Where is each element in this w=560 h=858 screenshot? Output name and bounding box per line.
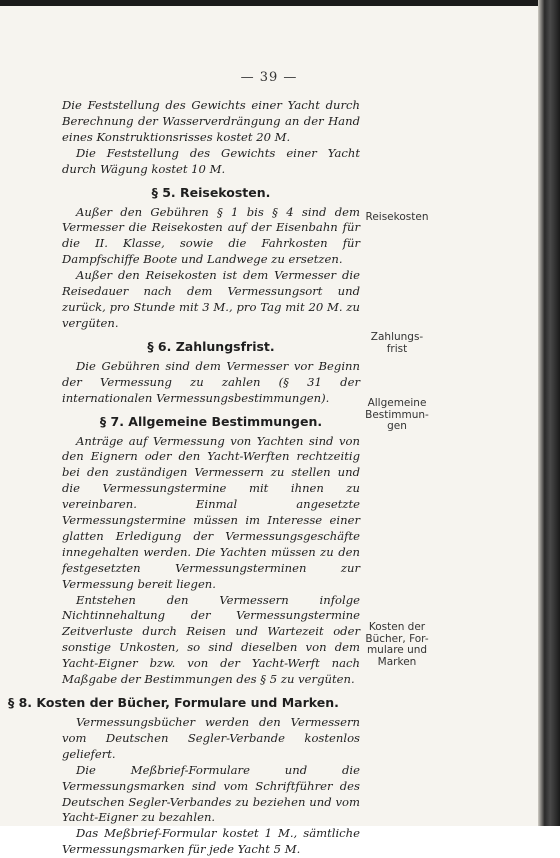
paragraph-5-1: Außer den Gebühren § 1 bis § 4 sind dem Vermesser die Reisekosten auf der Eisenbahn für die II. Klasse, sowie die Fahrkosten für Dampfschiffe Boote und Landwege zu ersetzen. <box>62 204 360 267</box>
section-heading-8: § 8. Kosten der Bücher, Formulare und Marken. <box>8 695 339 710</box>
scan-top-edge <box>0 0 538 6</box>
paragraph-7-1: Anträge auf Vermessung von Yachten sind von den Eignern oder den Yacht-Werften rechtzeitig bei den zuständigen Vermessern zu stellen und die Vermessungstermine mit ihnen zu vereinbaren. Einmal angesetzte Vermessungstermine müssen im Interesse einer glatten Erledigung der Vermessungsgeschäfte innegehalten werden. Die Yachten müssen zu den festgesetzten Vermessungsterminen zur Vermessung bereit liegen. <box>62 433 360 591</box>
margin-note-kosten: Kosten der Bücher, For- mulare und Marken <box>365 621 429 668</box>
margin-note-reisekosten: Reisekosten <box>365 211 429 223</box>
page-body <box>8 98 360 858</box>
section-heading-6: § 6. Zahlungsfrist. <box>147 338 275 354</box>
paragraph-8-2: Die Meßbrief-Formulare und die Vermessungsmarken sind vom Schriftführer des Deutschen Segler-Verbandes zu beziehen und vom Yacht-Eigner zu bezahlen. <box>62 762 360 825</box>
margin-note-allgemeine-bestimmungen: Allgemeine Bestimmun- gen <box>365 397 429 432</box>
paragraph-weight-weighing: Die Feststellung des Gewichts einer Yacht durch Wägung kostet 10 M. <box>62 145 360 176</box>
paragraph-5-2: Außer den Reisekosten ist dem Vermesser die Reisedauer nach dem Vermessungsort und zurück, pro Stunde mit 3 M., pro Tag mit 20 M. zu vergüten. <box>62 268 360 330</box>
page-number: — 39 — <box>240 70 298 85</box>
paragraph-7-2: Entstehen den Vermessern infolge Nichtinnehaltung der Vermessungstermine Zeitverluste durch Reisen und Wartezeit oder sonstige Unkosten, so sind dieselben von dem Yacht-Eigner bzw. von der Yacht-Werft nach Maßgabe der Bestimmungen des § 5 zu vergüten. <box>62 592 360 687</box>
paragraph-8-3: Das Meßbrief-Formular kostet 1 M., sämtliche Vermessungsmarken für jede Yacht 5 M. <box>62 826 360 857</box>
section-heading-5: § 5. Reisekosten. <box>151 184 271 200</box>
book-spine <box>538 0 560 826</box>
paragraph-weight-calculation: Die Feststellung des Gewichts einer Yacht durch Berechnung der Wasserverdrängung an der Hand eines Konstruktionsrisses kostet 20 M. <box>62 98 360 144</box>
paragraph-6-1: Die Gebühren sind dem Vermesser vor Beginn der Vermessung zu zahlen (§ 31 der internationalen Vermessungsbestimmungen). <box>62 358 360 405</box>
paragraph-8-1: Vermessungsbücher werden den Vermessern vom Deutschen Segler-Verbande kostenlos geliefert. <box>62 715 360 761</box>
section-heading-7: § 7. Allgemeine Bestimmungen. <box>99 413 323 429</box>
margin-note-zahlungsfrist: Zahlungs- frist <box>370 331 424 355</box>
